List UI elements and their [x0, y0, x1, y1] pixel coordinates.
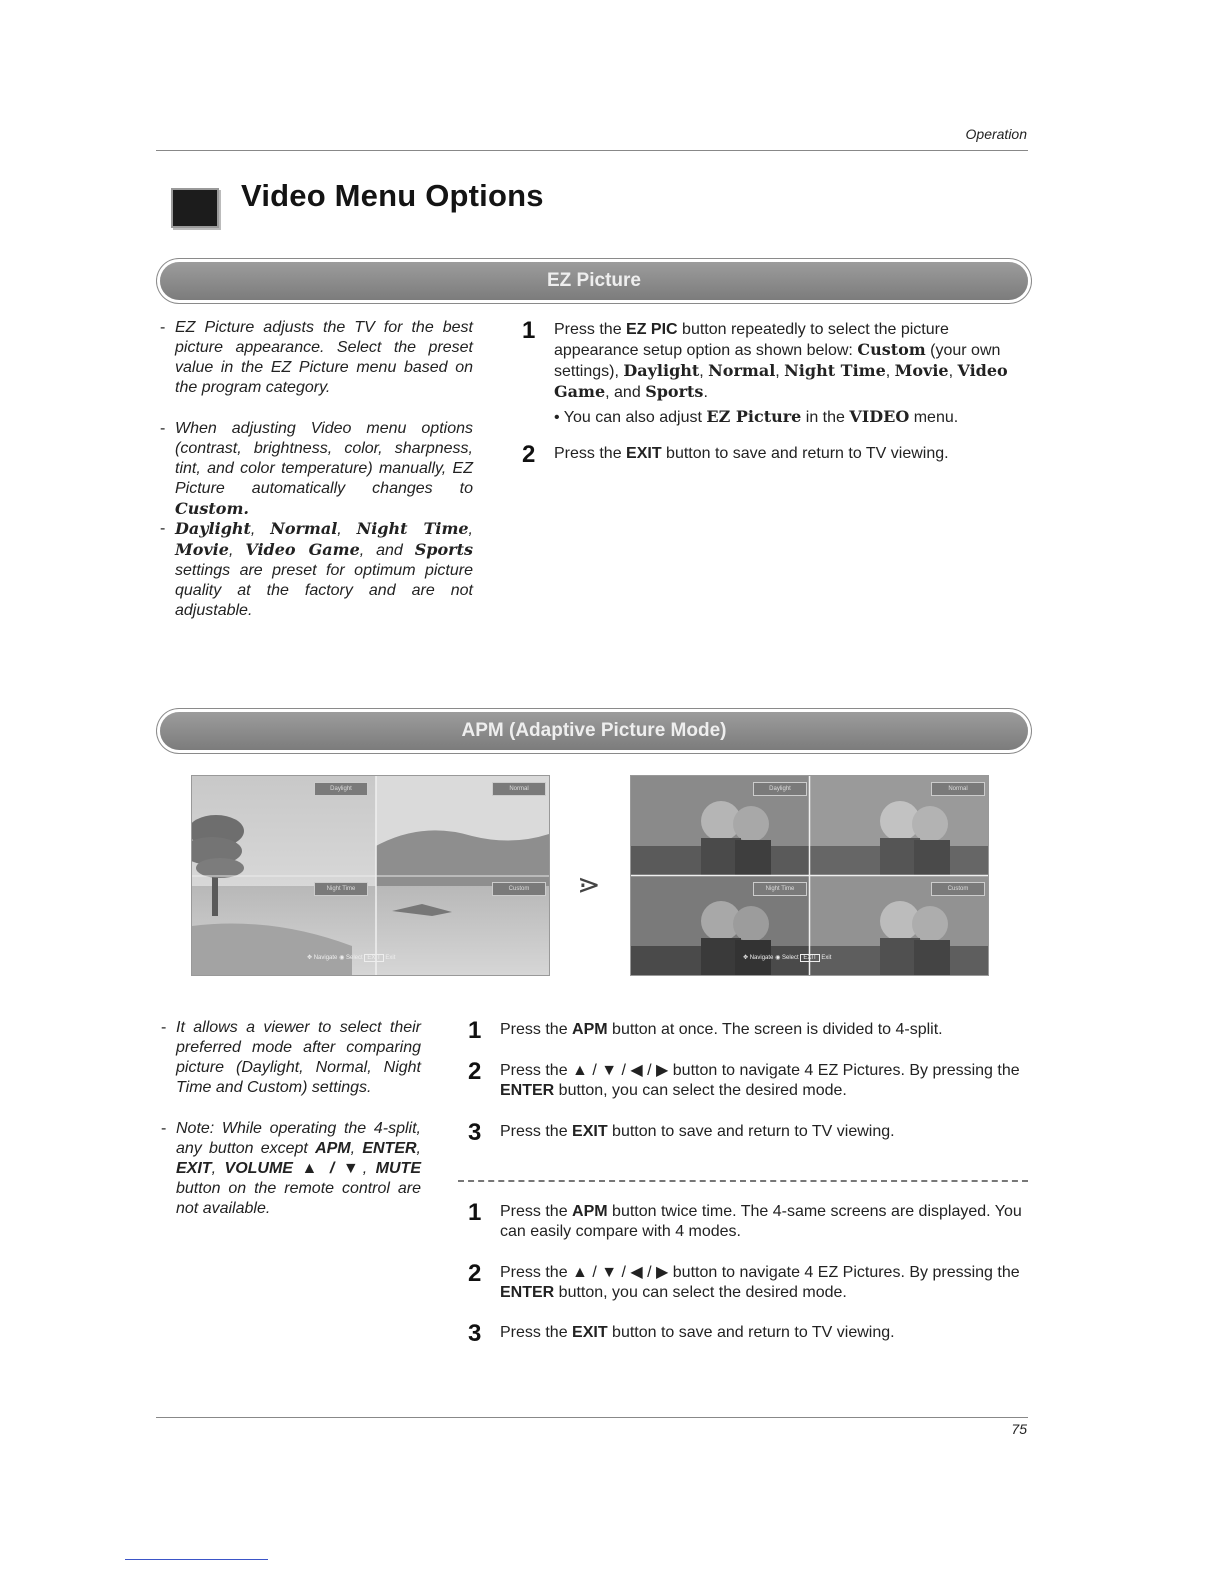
- apm-note-2: - Note: While operating the 4-split, any button except APM, ENTER, EXIT, VOLUME ▲ / ▼, MUTE button on the remote control are not available.: [161, 1120, 421, 1217]
- landscape-illustration: [192, 776, 549, 975]
- quad-label-daylight-2: Daylight: [753, 782, 807, 796]
- quad-label-night-time-2: Night Time: [753, 882, 807, 896]
- compare-arrow-icon: ⋗: [577, 869, 601, 900]
- ez-picture-section-bar: EZ Picture: [160, 262, 1028, 300]
- bottom-blue-line: [125, 1559, 268, 1560]
- ez-step-2: 2 Press the EXIT button to save and return to TV viewing.: [522, 441, 949, 468]
- apm-group2-step-2: 2 Press the ▲ / ▼ / ◀ / ▶ button to navigate 4 EZ Pictures. By pressing the ENTER button, you can select the desired mode.: [468, 1260, 1020, 1301]
- quad-label-normal-2: Normal: [931, 782, 985, 796]
- ez-note-1: - EZ Picture adjusts the TV for the best picture appearance. Select the preset value in the EZ Picture menu based on the program category.: [160, 319, 473, 396]
- page-number: 75: [1011, 1421, 1027, 1437]
- apm-group2-step-3: 3 Press the EXIT button to save and return to TV viewing.: [468, 1320, 895, 1347]
- dashed-separator: [458, 1180, 1028, 1182]
- apm-four-same-screens-image: [630, 775, 989, 976]
- header-section-label: Operation: [965, 126, 1027, 142]
- apm-group2-step-1: 1 Press the APM button twice time. The 4-same screens are displayed. You can easily compare with 4 modes.: [468, 1199, 1022, 1240]
- navigate-arrows-icon: ✥: [743, 955, 749, 961]
- apm-four-split-landscape-image: [191, 775, 550, 976]
- ez-note-2: - When adjusting Video menu options (contrast, brightness, color, sharpness, tint, and color temperature) manually, EZ Picture automatically changes to Custom.: [160, 420, 473, 518]
- quad-label-custom: Custom: [492, 882, 546, 896]
- quad-label-custom-2: Custom: [931, 882, 985, 896]
- quad-label-daylight: Daylight: [314, 782, 368, 796]
- ez-step-1: 1 Press the EZ PIC button repeatedly to select the picture appearance setup option as shown below: Custom (your own settings), Daylight, Normal, Night Time, Movie, Video Game, and Sports. • You can also adjust EZ Picture in the VIDEO menu.: [554, 320, 1028, 428]
- page-title: Video Menu Options: [241, 178, 544, 213]
- title-square-icon: [171, 188, 219, 228]
- apm-group1-step-3: 3 Press the EXIT button to save and return to TV viewing.: [468, 1119, 895, 1146]
- ez-note-3: - Daylight, Normal, Night Time, Movie, Video Game, and Sports settings are preset for optimum picture quality at the factory and are not adjustable.: [160, 519, 473, 619]
- quad-label-normal: Normal: [492, 782, 546, 796]
- navigate-arrows-icon: ✥: [307, 955, 313, 961]
- nav-hint-bar: ✥ Navigate ◉ Select EXIT Exit: [307, 955, 396, 961]
- apm-note-1: - It allows a viewer to select their preferred mode after comparing picture (Daylight, Normal, Night Time and Custom) settings.: [161, 1019, 421, 1096]
- ez-step-1-bullet: • You can also adjust EZ Picture in the VIDEO menu.: [554, 407, 959, 426]
- select-icon: ◉: [339, 955, 345, 961]
- apm-group1-step-2: 2 Press the ▲ / ▼ / ◀ / ▶ button to navigate 4 EZ Pictures. By pressing the ENTER button, you can select the desired mode.: [468, 1058, 1020, 1099]
- apm-section-bar: APM (Adaptive Picture Mode): [160, 712, 1028, 750]
- select-icon: ◉: [775, 955, 781, 961]
- nav-hint-bar-2: ✥ Navigate ◉ Select EXIT Exit: [743, 955, 832, 961]
- apm-group1-step-1: 1 Press the APM button at once. The screen is divided to 4-split.: [468, 1017, 943, 1044]
- footer-rule: [156, 1417, 1028, 1418]
- header-rule: [156, 150, 1028, 151]
- children-illustration: [631, 776, 988, 975]
- quad-label-night-time: Night Time: [314, 882, 368, 896]
